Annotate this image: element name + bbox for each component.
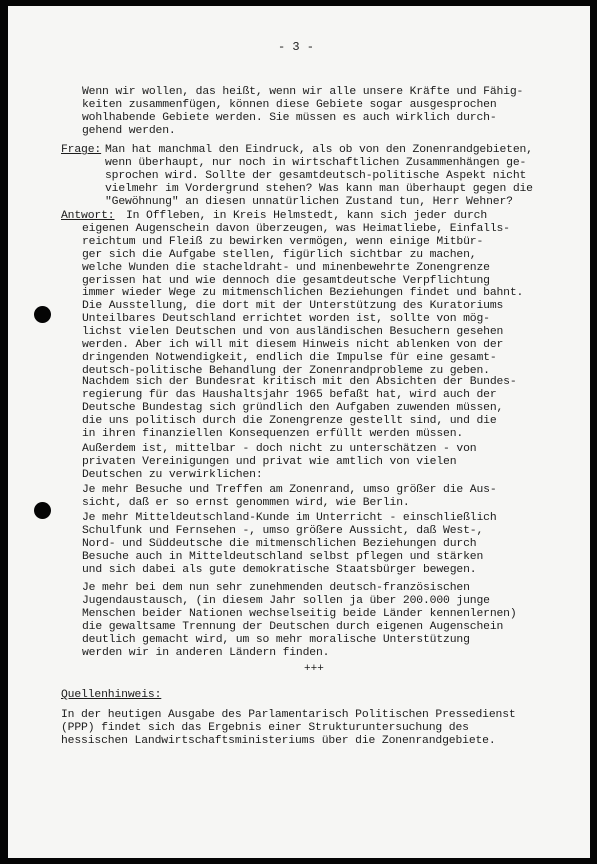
besuche-paragraph: Je mehr Besuche und Treffen am Zonenrand, umso größer die Aus- sicht, daß er so ernst genommen wird, wie Berlin.	[82, 484, 497, 509]
page-number: - 3 -	[278, 40, 315, 54]
punch-hole	[34, 502, 51, 519]
ausserdem-paragraph: Außerdem ist, mittelbar - doch nicht zu unterschätzen - von privaten Vereinigungen und privat wie amtlich von vielen Deutschen zu verwirklichen:	[82, 443, 477, 481]
jugendaustausch-paragraph: Je mehr bei dem nun sehr zunehmenden deutsch-französischen Jugendaustausch, (in diesem Jahr sollen ja über 200.000 junge Menschen beider Nationen wechselseitig beide Länder kennenlernen) die gewaltsame Trennung der Deutschen durch eigenen Augenschein deutlich gemacht wird, um so mehr moralische Unterstützung werden wir in anderen Ländern finden.	[82, 582, 517, 659]
quellenhinweis-text: In der heutigen Ausgabe des Parlamentarisch Politischen Pressedienst (PPP) findet sich das Ergebnis einer Strukturuntersuchung des hessischen Landwirtschaftsministeriums über die Zonenrandgebiete.	[61, 709, 516, 747]
punch-hole	[34, 306, 51, 323]
frage-label: Frage:	[61, 144, 102, 156]
antwort-label: Antwort:	[61, 210, 115, 222]
bundesrat-paragraph: Nachdem sich der Bundesrat kritisch mit den Absichten der Bundes- regierung für das Haushaltsjahr 1965 befaßt hat, wird auch der Deutsche Bundestag sich gründlich den Aufgaben zuwenden müssen, die uns politisch durch die Zonengrenze gestellt sind, und die in ihren finanziellen Konsequenzen erfüllt werden müssen.	[82, 376, 517, 440]
mitteldeutschland-paragraph: Je mehr Mitteldeutschland-Kunde im Unterricht - einschließlich Schulfunk und Fernsehen -, umso größere Aussicht, daß West-, Nord- und Süddeutsche die mitmenschlichen Beziehungen durch Besuche auch in Mitteldeutschland selbst pflegen und stärken und sich dabei als gute demokratische Staatsbürger bewegen.	[82, 512, 497, 576]
frage-text: Man hat manchmal den Eindruck, als ob von den Zonenrandgebieten, wenn überhaupt, nur noch in wirtschaftlichen Zusammenhängen ge- sprochen wird. Sollte der gesamtdeutsch-politische Aspekt nicht vielmehr im Vordergrund stehen? Was kann man überhaupt gegen die "Gewöhnung" an diesen unnatürlichen Zustand tun, Herr Wehner?	[105, 144, 533, 208]
quellenhinweis-label: Quellenhinweis:	[61, 689, 162, 701]
antwort-text: In Offleben, in Kreis Helmstedt, kann sich jeder durch eigenen Augenschein davon überzeugen, was Heimatliebe, Einfalls- reichtum und Fleiß zu bewirken vermögen, wenn einige Mitbür- ger sich die Aufgabe stellen, figürlich sichtbar zu machen, welche Wunden die stacheldraht- und minenbewehrte Zonengrenze gerissen hat und wie dennoch die gesamtdeutsche Verpflichtung immer wieder Wege zu mitmenschlichen Beziehungen findet und bahnt. Die Ausstellung, die dort mit der Unterstützung des Kuratoriums Unteilbares Deutschland errichtet worden ist, sollte von mög- lichst vielen Deutschen und von ausländischen Besuchern gesehen werden. Aber ich will mit diesem Hinweis nicht ablenken von der dringenden Notwendigkeit, endlich die Impulse für eine gesamt- deutsch-politische Behandlung der Zonenrandprobleme zu geben.	[82, 210, 524, 377]
intro-paragraph: Wenn wir wollen, das heißt, wenn wir alle unsere Kräfte und Fähig- keiten zusammenfügen, können diese Gebiete sogar ausgesprochen wohlhabende Gebiete werden. Sie müssen es auch wirklich durch- gehend werden.	[82, 86, 524, 137]
separator: +++	[304, 663, 324, 675]
document-page	[8, 6, 590, 858]
